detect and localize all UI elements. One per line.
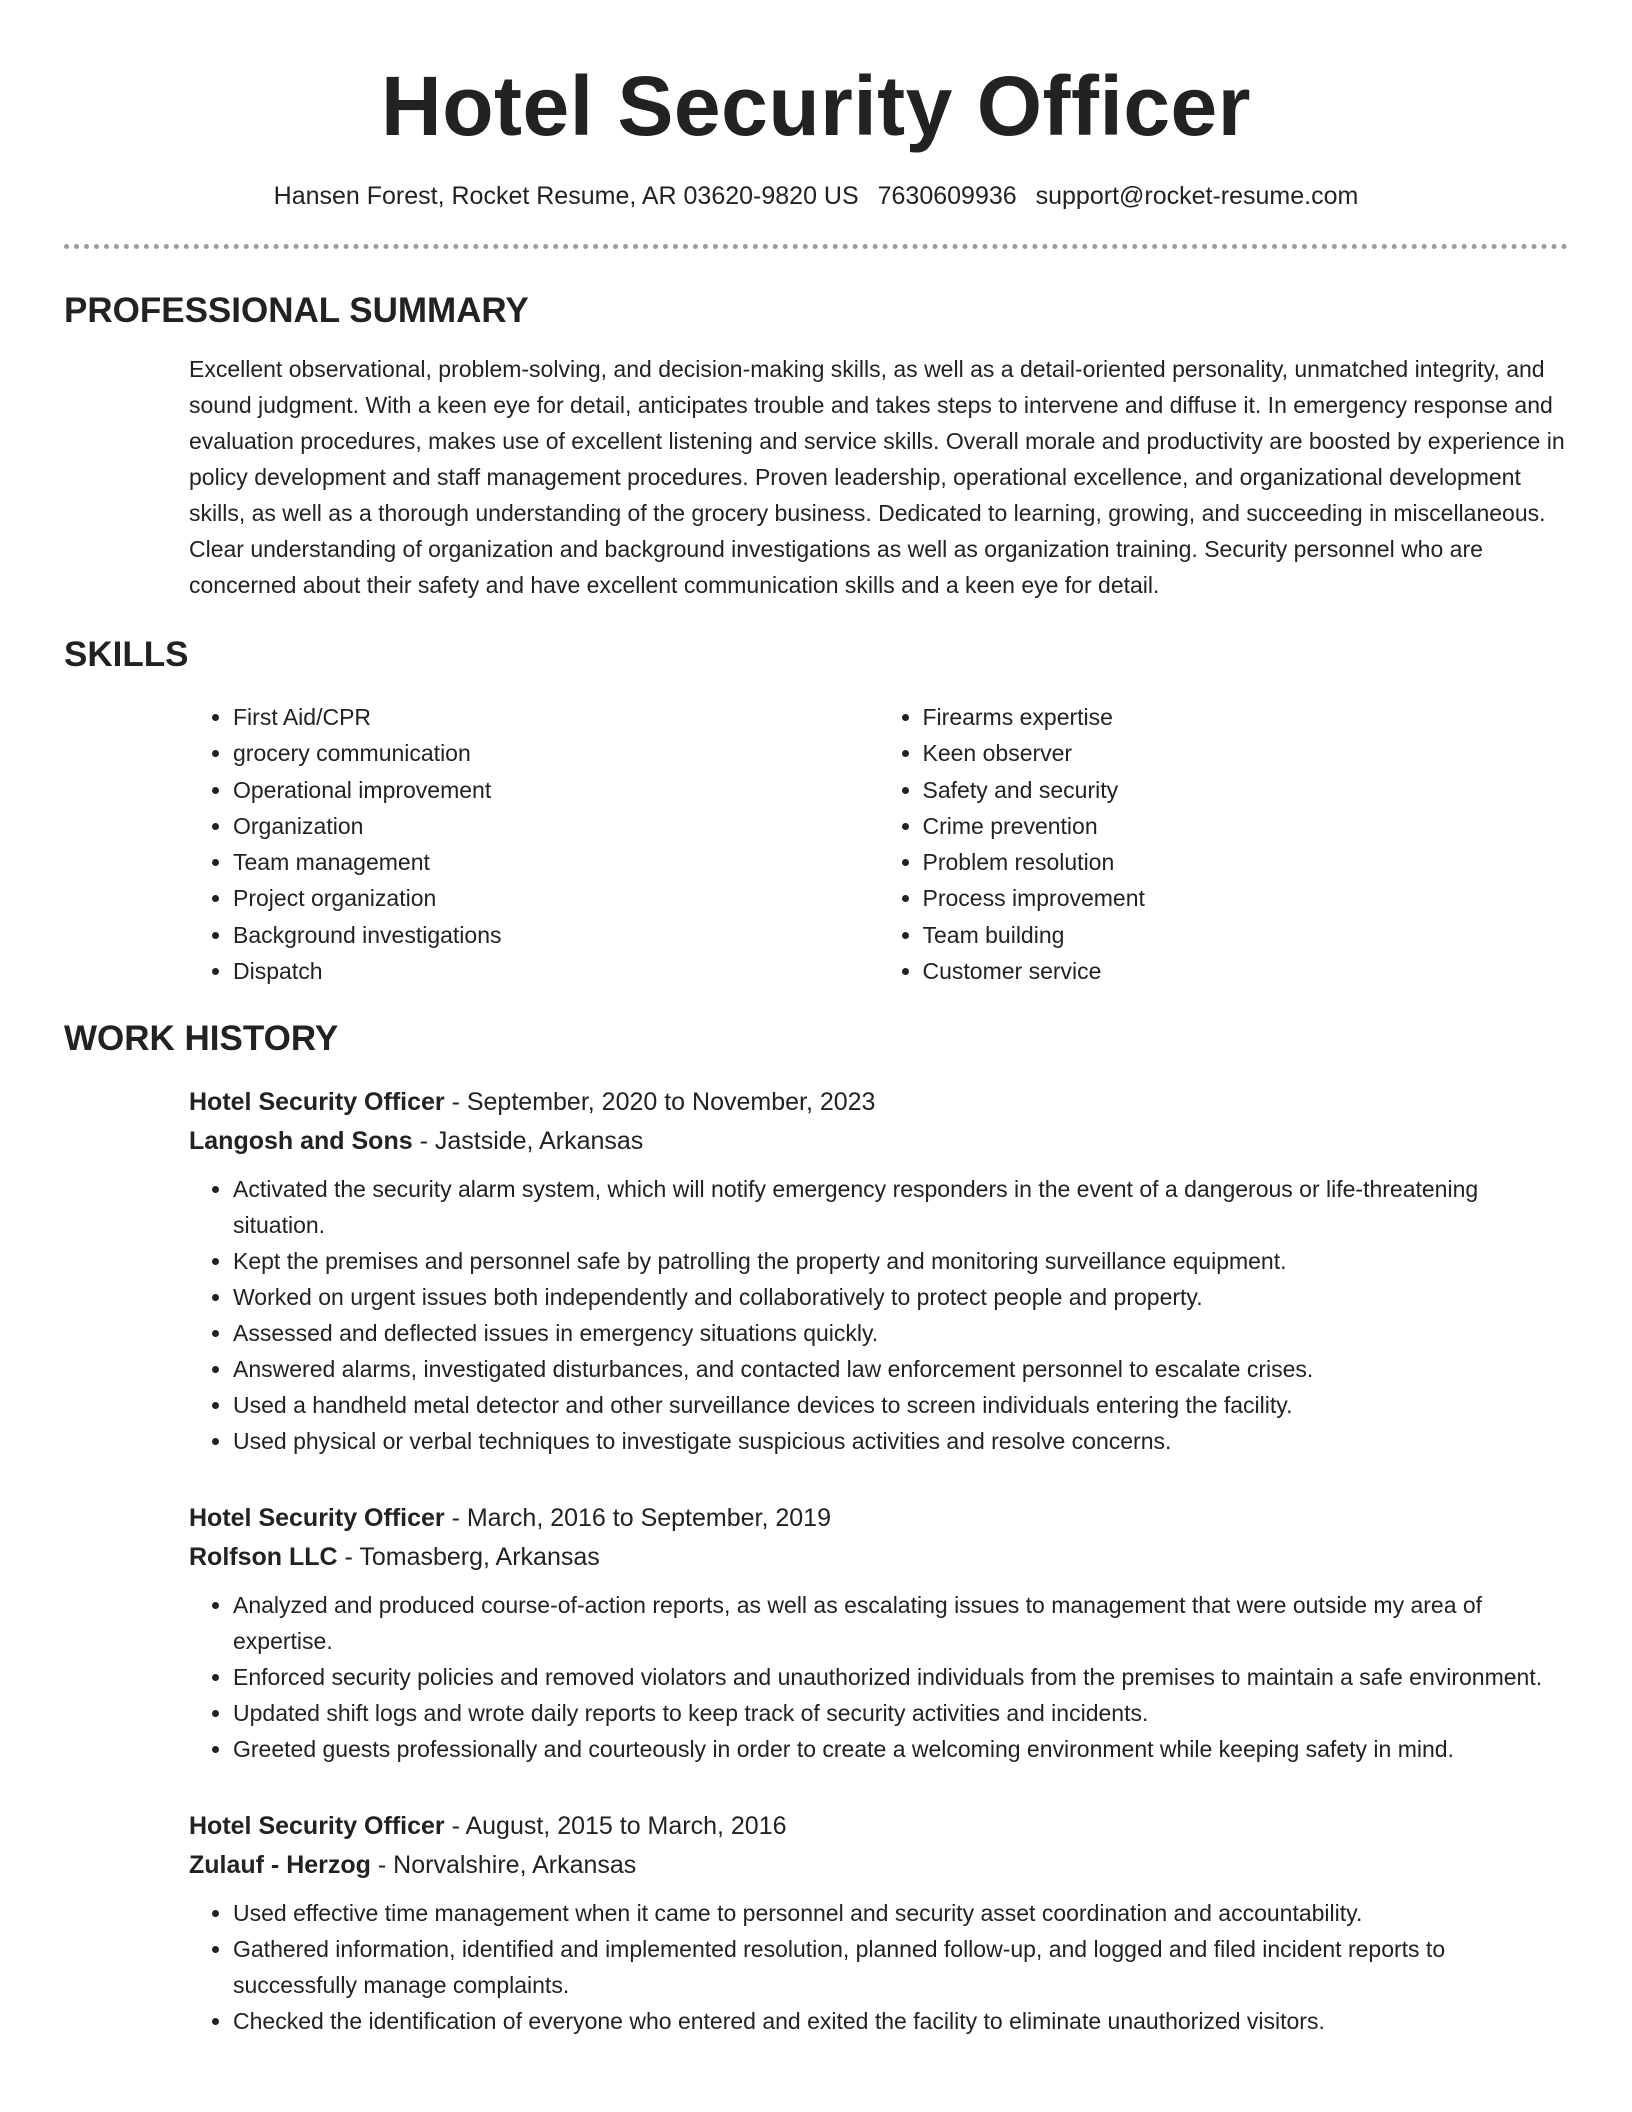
job-title-line — [189, 1807, 1568, 1846]
job-bullet: • Activated the security alarm system, which will notify emergency responders in the event of a dangerous or life-threatening situation. — [233, 1171, 1568, 1243]
job-bullet: • Worked on urgent issues both independently and collaboratively to protect people and property. — [233, 1279, 1568, 1315]
skill-item: • Dispatch — [233, 953, 879, 989]
job-bullet: • Checked the identification of everyone who entered and exited the facility to eliminate unauthorized visitors. — [233, 2003, 1568, 2039]
skill-item: • Customer service — [923, 953, 1569, 989]
skill-item: • Operational improvement — [233, 772, 879, 808]
job-dates: - March, 2016 to September, 2019 — [444, 1504, 831, 1533]
job-title: Hotel Security Officer — [189, 1504, 445, 1533]
job-bullet: • Used physical or verbal techniques to investigate suspicious activities and resolve concerns. — [233, 1423, 1568, 1459]
header-divider — [64, 244, 1568, 249]
skill-item: • grocery communication — [233, 735, 879, 771]
skill-item: • Crime prevention — [923, 808, 1569, 844]
job-company: Rolfson LLC — [189, 1543, 338, 1572]
contact-address: Hansen Forest, Rocket Resume, AR 03620-9820 US — [273, 182, 859, 210]
job-company-line — [189, 1538, 1568, 1577]
job-location: - Norvalshire, Arkansas — [370, 1851, 637, 1880]
skill-item: • Keen observer — [923, 735, 1569, 771]
skills-column-left — [189, 699, 879, 989]
job-company: Langosh and Sons — [189, 1127, 413, 1156]
job-location: - Jastside, Arkansas — [412, 1127, 644, 1156]
job-entry — [189, 1807, 1568, 2039]
job-location: - Tomasberg, Arkansas — [337, 1543, 600, 1572]
job-entry — [189, 1083, 1568, 1459]
job-bullet: • Gathered information, identified and implemented resolution, planned follow-up, and logged and filed incident reports to successfully manage complaints. — [233, 1931, 1568, 2003]
job-title: Hotel Security Officer — [189, 1812, 445, 1841]
skills-list — [189, 699, 1568, 989]
page-title: Hotel Security Officer — [381, 59, 1251, 153]
skill-item: • Process improvement — [923, 880, 1569, 916]
skills-heading: SKILLS — [64, 635, 189, 674]
skill-item: • Problem resolution — [923, 844, 1569, 880]
job-title-line — [189, 1499, 1568, 1538]
job-bullet: • Updated shift logs and wrote daily reports to keep track of security activities and incidents. — [233, 1695, 1568, 1731]
skill-item: • Organization — [233, 808, 879, 844]
resume-page — [64, 0, 1568, 2039]
work-history-heading: WORK HISTORY — [64, 1019, 339, 1059]
job-bullet-list — [189, 1895, 1568, 2039]
job-company: Zulauf - Herzog — [189, 1851, 371, 1880]
skill-item: • Project organization — [233, 880, 879, 916]
skills-column-right — [879, 699, 1569, 989]
job-bullet-list — [189, 1587, 1568, 1767]
job-bullet: • Used effective time management when it came to personnel and security asset coordination and accountability. — [233, 1895, 1568, 1931]
skill-item: • Safety and security — [923, 772, 1569, 808]
job-bullet: • Used a handheld metal detector and other surveillance devices to screen individuals entering the facility. — [233, 1387, 1568, 1423]
skill-item: • Team management — [233, 844, 879, 880]
job-company-line — [189, 1122, 1568, 1161]
skill-item: • First Aid/CPR — [233, 699, 879, 735]
job-bullet: • Greeted guests professionally and courteously in order to create a welcoming environment while keeping safety in mind. — [233, 1731, 1568, 1767]
job-dates: - September, 2020 to November, 2023 — [444, 1088, 876, 1117]
summary-heading: PROFESSIONAL SUMMARY — [64, 291, 529, 330]
job-bullet: • Analyzed and produced course-of-action reports, as well as escalating issues to management that were outside my area of expertise. — [233, 1587, 1568, 1659]
job-bullet: • Assessed and deflected issues in emergency situations quickly. — [233, 1315, 1568, 1351]
skill-item: • Background investigations — [233, 917, 879, 953]
summary-text: Excellent observational, problem-solving, and decision-making skills, as well as a detail-oriented personality, unmatched integrity, and sound judgment. With a keen eye for detail, anticipates trouble and takes steps to intervene and diffuse it. In emergency response and evaluation procedures, makes use of excellent listening and service skills. Overall morale and productivity are boosted by experience in policy development and staff management procedures. Proven leadership, operational excellence, and organizational development skills, as well as a thorough understanding of the grocery business. Dedicated to learning, growing, and succeeding in miscellaneous. Clear understanding of organization and background investigations as well as organization training. Security personnel who are concerned about their safety and have excellent communication skills and a keen eye for detail. — [189, 356, 1565, 598]
job-bullet: • Kept the premises and personnel safe by patrolling the property and monitoring surveillance equipment. — [233, 1243, 1568, 1279]
job-bullet: • Answered alarms, investigated disturbances, and contacted law enforcement personnel to escalate crises. — [233, 1351, 1568, 1387]
contact-line — [64, 180, 1568, 212]
job-title-line — [189, 1083, 1568, 1122]
contact-email: support@rocket-resume.com — [1035, 182, 1359, 210]
job-entry — [189, 1499, 1568, 1767]
job-title: Hotel Security Officer — [189, 1088, 445, 1117]
contact-phone: 7630609936 — [877, 182, 1017, 210]
job-dates: - August, 2015 to March, 2016 — [444, 1812, 787, 1841]
skill-item: • Firearms expertise — [923, 699, 1569, 735]
job-bullet-list — [189, 1171, 1568, 1459]
job-company-line — [189, 1846, 1568, 1885]
job-bullet: • Enforced security policies and removed violators and unauthorized individuals from the premises to maintain a safe environment. — [233, 1659, 1568, 1695]
skill-item: • Team building — [923, 917, 1569, 953]
